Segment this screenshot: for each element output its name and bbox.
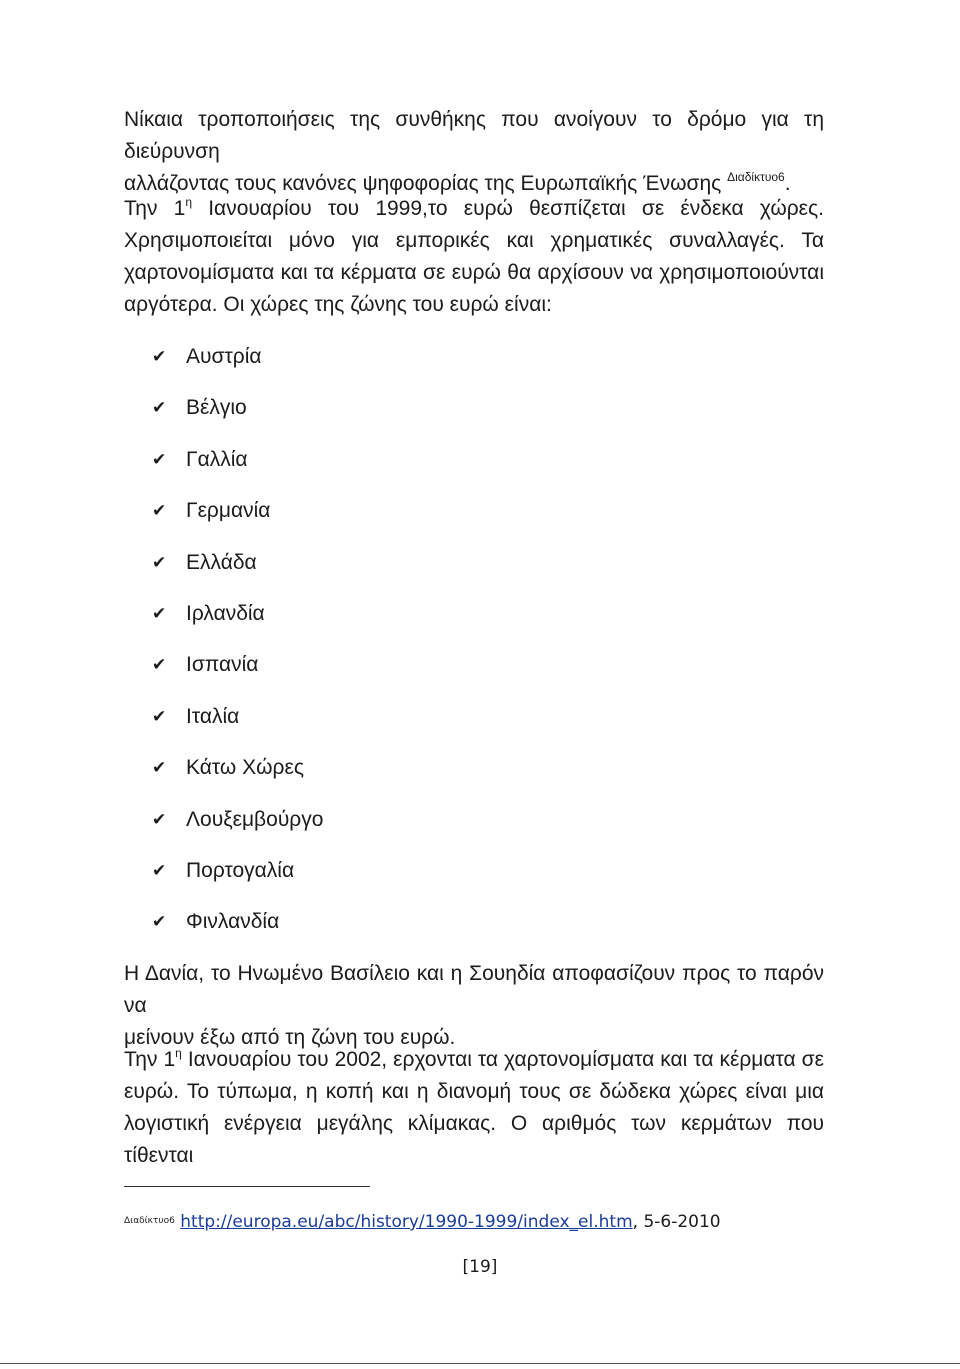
text-line: Η Δανία, το Ηνωμένο Βασίλειο και η Σουηδία αποφασίζουν προς το παρόν να — [124, 962, 824, 1017]
text-line: Την $1^\eta$ Ιανουαρίου του 1999,το ευρώ θεσπίζεται σε ένδεκα χώρες. — [124, 195, 824, 220]
country-name: Κάτω Χώρες — [186, 756, 304, 780]
text-line: Χρησιμοποιείται μόνο για εμπορικές και χρηματικές συναλλαγές. Τα — [124, 229, 824, 252]
country-name: Αυστρία — [186, 345, 262, 368]
checkmark-icon: ✔ — [152, 552, 167, 572]
page-number: [19] — [462, 1257, 498, 1277]
checkmark-icon: ✔ — [152, 860, 167, 880]
page-bottom-border — [0, 1363, 960, 1364]
text-line: αργότερα. Οι χώρες της ζώνης του ευρώ είναι: — [124, 293, 552, 316]
paragraph-treaty — [124, 104, 824, 200]
checkmark-icon: ✔ — [152, 501, 167, 521]
checkmark-icon: ✔ — [152, 655, 167, 675]
country-list-item — [152, 341, 323, 392]
checkmark-icon: ✔ — [152, 398, 167, 418]
text-line: αλλάζοντας τους κανόνες ψηφοφορίας της Ευρωπαϊκής Ένωσης $^{\Delta\iota\alpha\delta ί\kappa\tau\upsilon o6}$. — [124, 170, 791, 195]
text-line: λογιστική ενέργεια μεγάλης κλίμακας. Ο αριθμός των κερμάτων που τίθενται — [124, 1112, 824, 1167]
checkmark-icon: ✔ — [152, 706, 167, 726]
checkmark-icon: ✔ — [152, 912, 167, 932]
country-list-item — [152, 752, 323, 803]
country-list-item — [152, 804, 323, 855]
paragraph-euro-2002 — [124, 1044, 824, 1172]
footnote-link[interactable]: http://europa.eu/abc/history/1990-1999/index_el.htm — [180, 1212, 633, 1232]
country-name: Ελλάδα — [186, 550, 257, 574]
country-list-item — [152, 598, 323, 649]
footnote-reference: Διαδίκτυο6 — [727, 170, 785, 184]
country-name: Γερμανία — [186, 499, 271, 523]
checkmark-icon: ✔ — [152, 809, 167, 829]
country-name: Ιταλία — [186, 704, 240, 728]
country-name: Ισπανία — [186, 653, 259, 677]
country-name: Βέλγιο — [186, 396, 247, 420]
checkmark-icon: ✔ — [152, 347, 167, 366]
text-line: χαρτονομίσματα και τα κέρματα σε ευρώ θα αρχίσουν να χρησιμοποιούνται — [124, 261, 824, 284]
country-list-item — [152, 649, 323, 700]
country-name: Ιρλανδία — [186, 601, 265, 625]
text-line: Την $1^\eta$ Ιανουαρίου του 2002, ερχονται τα χαρτονομίσματα και τα κέρματα σε — [124, 1046, 824, 1071]
checkmark-icon: ✔ — [152, 603, 167, 623]
country-name: Λουξεμβούργο — [186, 807, 324, 831]
footnote-date: , 5-6-2010 — [632, 1212, 721, 1232]
checkmark-icon: ✔ — [152, 758, 167, 778]
country-list-item — [152, 855, 323, 906]
footnote — [124, 1212, 721, 1232]
country-list-item — [152, 444, 323, 495]
country-name: Πορτογαλία — [186, 858, 295, 882]
country-list-item — [152, 701, 323, 752]
country-list-item — [152, 906, 323, 957]
text-line: ευρώ. Το τύπωμα, η κοπή και η διανομή τους σε δώδεκα χώρες είναι μια — [124, 1080, 824, 1103]
footnote-mark: Διαδίκτυο6 — [124, 1216, 175, 1226]
euro-zone-country-list — [152, 341, 323, 958]
country-list-item — [152, 495, 323, 546]
paragraph-euro-1999 — [124, 193, 824, 321]
country-name: Γαλλία — [186, 447, 248, 471]
text-line: μείνουν έξω από τη ζώνη του ευρώ. — [124, 1026, 456, 1049]
paragraph-non-members — [124, 958, 824, 1054]
country-name: Φινλανδία — [186, 910, 280, 934]
footnote-separator — [124, 1186, 370, 1187]
text-line: Νίκαια τροποποιήσεις της συνθήκης που ανοίγουν το δρόμο για τη διεύρυνση — [124, 108, 824, 163]
country-list-item — [152, 392, 323, 443]
checkmark-icon: ✔ — [152, 449, 167, 469]
country-list-item — [152, 547, 323, 598]
